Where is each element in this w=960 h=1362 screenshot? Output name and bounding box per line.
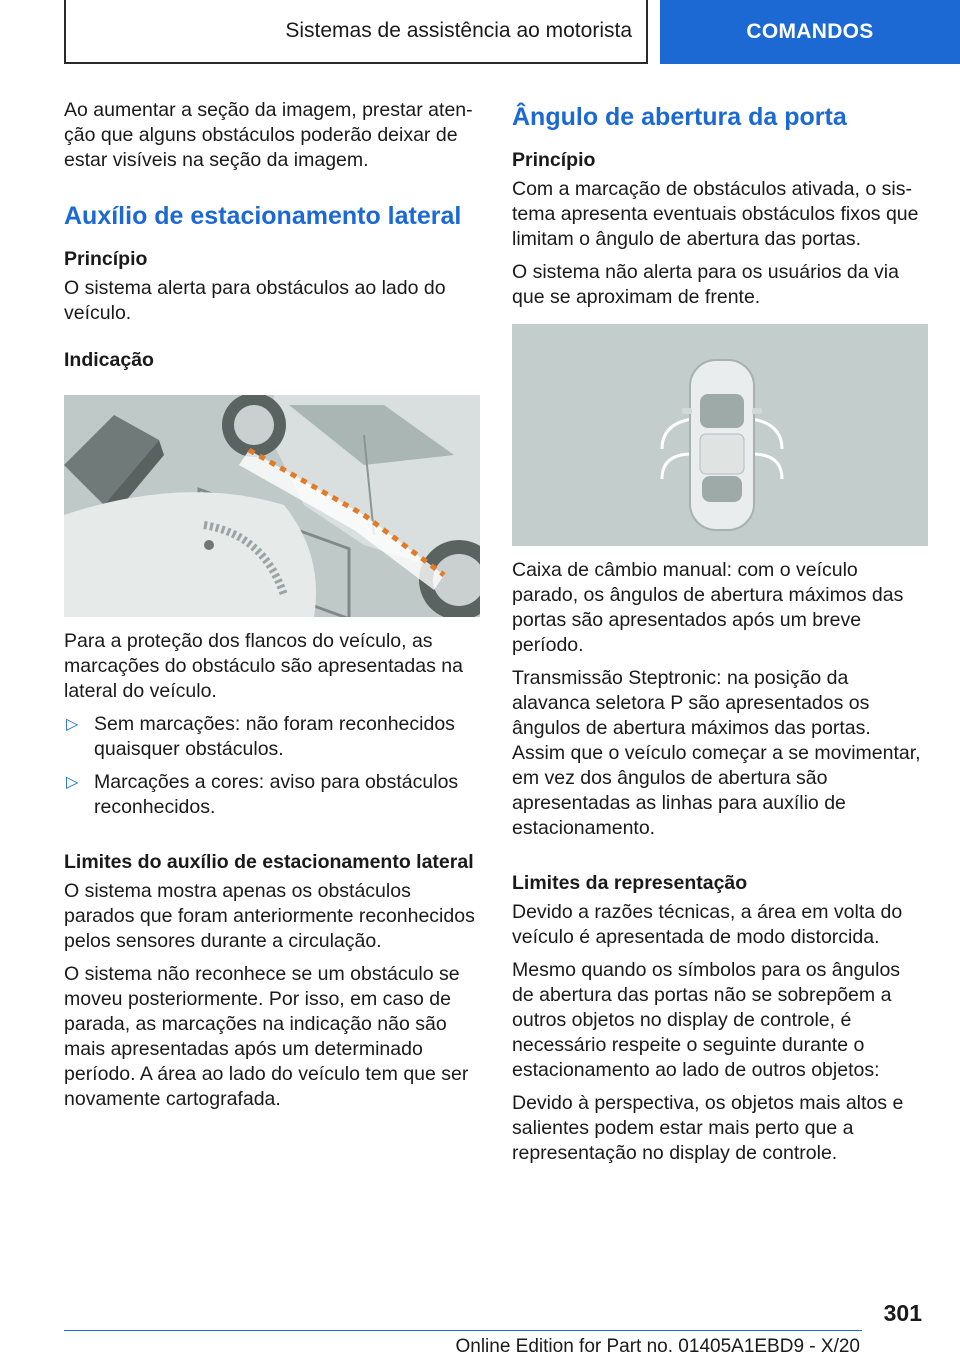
triangle-bullet-icon: ▷ xyxy=(66,716,79,733)
display-subheading: Indicação xyxy=(64,349,154,371)
section-title: Sistemas de assistência ao motorista xyxy=(285,19,632,42)
list-item: ▷ Sem marcações: não foram reconhecidos quaisquer obstáculos. xyxy=(66,713,455,760)
page-number: 301 xyxy=(883,1300,922,1326)
section-title-box xyxy=(64,0,648,64)
steptronic-paragraph: Transmissão Steptronic: na posição da alavanca seletora P são apresentados os ângulos de abertura máximos das portas. Assim que o veículo começar a se movimentar, em vez dos ângulos de abertura são apresentadas as linhas para auxílio de estacionamento. xyxy=(512,667,921,839)
chapter-tab xyxy=(660,0,960,64)
chapter-label: COMANDOS xyxy=(746,20,874,43)
manual-gearbox-paragraph: Caixa de câmbio manual: com o veículo parado, os ângulos de abertura máximos das portas são apresentados após um breve período. xyxy=(512,559,904,656)
door-angle-heading: Ângulo de abertura da porta xyxy=(512,103,847,131)
representation-paragraph-3: Devido à perspectiva, os objetos mais altos e salientes podem estar mais perto que a representação no display de controle. xyxy=(512,1092,904,1164)
limits-paragraph-1: O sistema mostra apenas os obstáculos parados que foram anteriormente reconhecidos pelos sensores durante a circulação. xyxy=(64,880,475,952)
limits-subheading: Limites do auxílio de estacionamento lateral xyxy=(64,851,474,873)
representation-paragraph-2: Mesmo quando os símbolos para os ângulos de abertura das portas não se sobrepõem a outros objetos no display de controle, é necessário respeite o seguinte durante o estacionamento ao lado de outros objetos: xyxy=(512,959,901,1081)
limits-paragraph-2: O sistema não reconhece se um obstáculo se moveu posteriormente. Por isso, em caso de parada, as marcações na indicação não são mais apresentadas após um determinado período. A área ao lado do veículo tem que ser novamente cartografada. xyxy=(64,963,469,1110)
principle-paragraph: O sistema alerta para obstáculos ao lado do veículo. xyxy=(64,277,446,324)
marking-list xyxy=(64,712,478,820)
principle-paragraph-2: O sistema não alerta para os usuários da via que se aproximam de frente. xyxy=(512,261,899,308)
principle-paragraph-1: Com a marcação de obstáculos ativada, o sistema apresenta eventuais obstáculos fixos que limitam o ângulo de abertura das portas. xyxy=(512,178,919,250)
footer-divider xyxy=(64,1330,862,1331)
side-parking-heading: Auxílio de estacionamento lateral xyxy=(64,202,462,230)
right-column xyxy=(512,98,926,1174)
side-parking-illustration xyxy=(64,395,480,617)
triangle-bullet-icon: ▷ xyxy=(66,774,79,791)
intro-paragraph: Ao aumentar a seção da imagem, prestar atenção que alguns obstáculos poderão deixar de estar visíveis na seção da imagem. xyxy=(64,99,473,171)
principle-subheading: Princípio xyxy=(64,248,148,270)
representation-limits-subheading: Limites da representação xyxy=(512,872,748,894)
principle-subheading-right: Princípio xyxy=(512,149,596,171)
after-image-paragraph: Para a proteção dos flancos do veículo, as marcações do obstáculo são apresentadas na lateral do veículo. xyxy=(64,630,463,702)
edition-footer: Online Edition for Part no. 01405A1EBD9 - X/20 xyxy=(455,1336,860,1357)
left-column xyxy=(64,98,478,1120)
door-angle-illustration xyxy=(512,324,928,546)
representation-paragraph-1: Devido a razões técnicas, a área em volta do veículo é apresentada de modo distorcida. xyxy=(512,901,903,948)
list-item: ▷ Marcações a cores: aviso para obstáculos reconhecidos. xyxy=(66,771,459,818)
